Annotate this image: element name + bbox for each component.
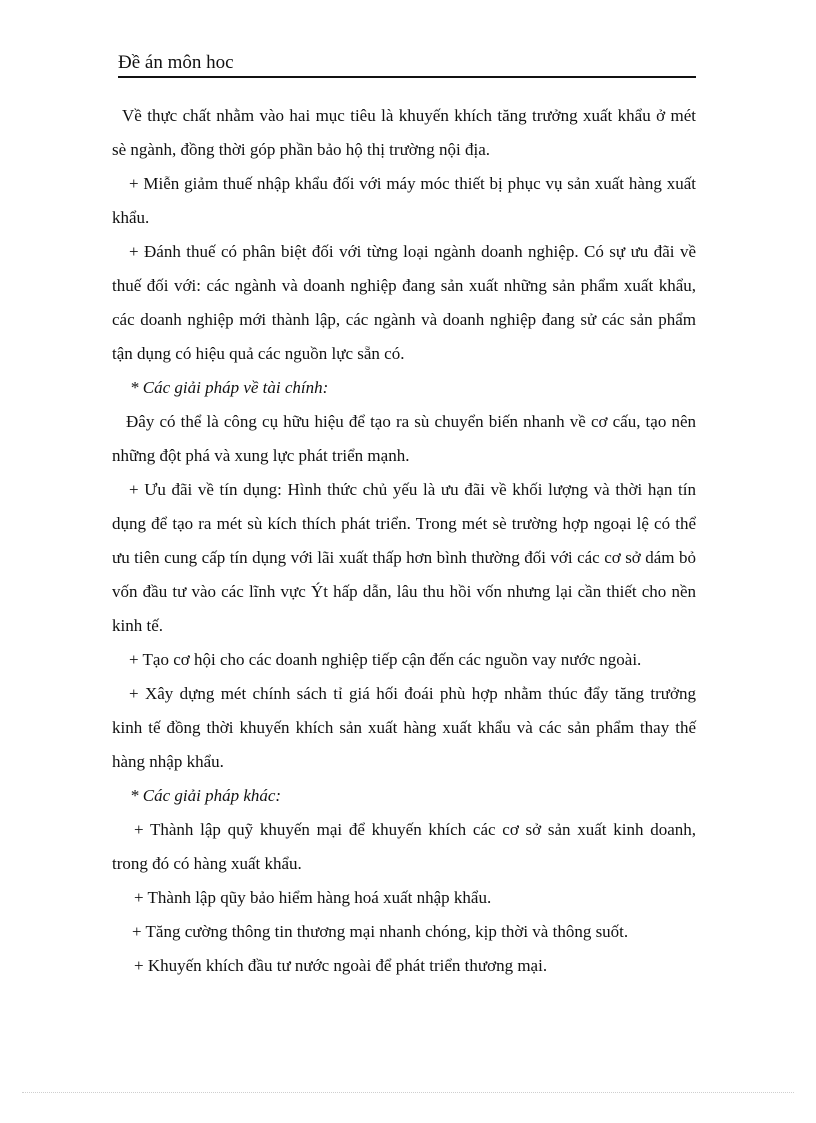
header-title: Đề án môn hoc [118,52,234,73]
section-heading-finance: * Các giải pháp về tài chính: [130,378,329,397]
page-bottom-divider [22,1092,794,1093]
paragraph-insurance-fund: + Thành lập qũy bảo hiểm hàng hoá xuất nhập khẩu. [134,888,492,907]
document-body [112,99,696,983]
paragraph-trade-info: + Tăng cường thông tin thương mại nhanh chóng, kịp thời và thông suốt. [132,922,629,941]
paragraph-intro: Về thực chất nhằm vào hai mục tiêu là khuyến khích tăng trưởng xuất khẩu ở mét sè ngành, đồng thời góp phần bảo hộ thị trường nội địa. [112,106,696,159]
paragraph-foreign-investment: + Khuyến khích đầu tư nước ngoài để phát triển thương mại. [134,956,548,975]
paragraph-exchange-rate: + Xây dựng mét chính sách tỉ giá hối đoái phù hợp nhằm thúc đẩy tăng trưởng kinh tế đồng thời khuyến khích sản xuất hàng xuất khẩu và các sản phẩm thay thế hàng nhập khẩu. [112,684,696,771]
paragraph-finance-intro: Đây có thể là công cụ hữu hiệu để tạo ra sù chuyển biến nhanh về cơ cấu, tạo nên những đột phá và xung lực phát triển mạnh. [112,412,696,465]
page-header [118,50,696,78]
paragraph-differential-tax: + Đánh thuế có phân biệt đối với từng loại ngành doanh nghiệp. Có sự ưu đãi về thuế đối với: các ngành và doanh nghiệp đang sản xuất những sản phẩm xuất khẩu, các doanh nghiệp mới thành lập, các ngành và doanh nghiệp đang sử các sản phẩm tận dụng có hiệu quả các nguồn lực sẵn có. [112,242,696,363]
section-heading-other: * Các giải pháp khác: [130,786,282,805]
paragraph-promotion-fund: + Thành lập quỹ khuyến mại để khuyến khích các cơ sở sản xuất kinh doanh, trong đó có hàng xuất khẩu. [112,820,696,873]
paragraph-foreign-loans: + Tạo cơ hội cho các doanh nghiệp tiếp cận đến các nguồn vay nước ngoài. [129,650,642,669]
paragraph-tax-exemption: + Miễn giảm thuế nhập khẩu đối với máy móc thiết bị phục vụ sản xuất hàng xuất khẩu. [112,174,696,227]
paragraph-credit-incentive: + Ưu đãi về tín dụng: Hình thức chủ yếu là ưu đãi về khối lượng và thời hạn tín dụng để tạo ra mét sù kích thích phát triển. Trong mét sè trường hợp ngoại lệ có thể ưu tiên cung cấp tín dụng với lãi xuất thấp hơn bình thường đối với các cơ sở dám bỏ vốn đầu tư vào các lĩnh vực Ýt hấp dẫn, lâu thu hồi vốn nhưng lại cần thiết cho nền kinh tế. [112,480,696,635]
